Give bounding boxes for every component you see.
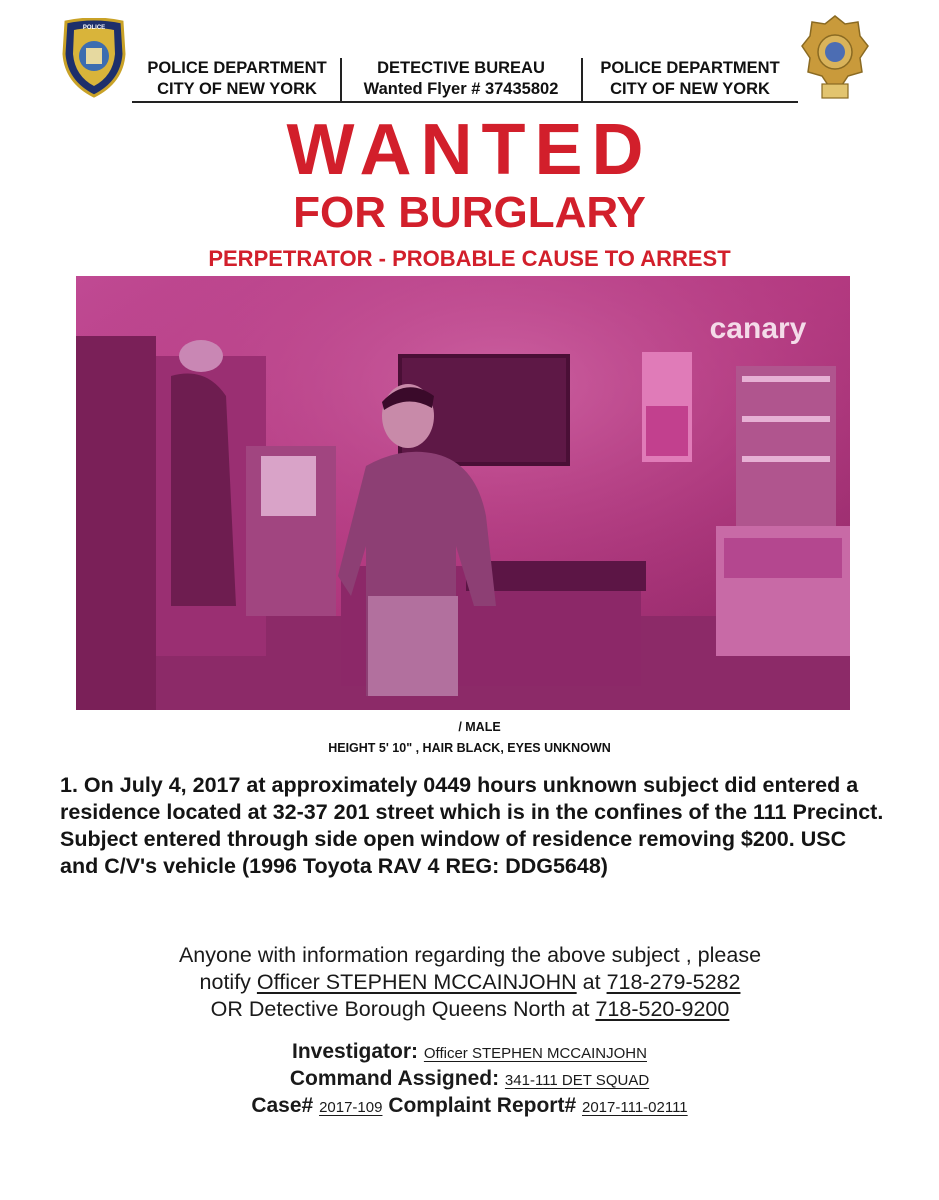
borough-phone: 718-520-9200 — [595, 997, 730, 1021]
header-left-line2: CITY OF NEW YORK — [157, 80, 317, 98]
investigator-label: Investigator: — [292, 1040, 419, 1063]
contact-line-2 — [60, 969, 880, 996]
header-right-line1: POLICE DEPARTMENT — [600, 59, 780, 77]
case-label: Case# — [251, 1094, 314, 1117]
header-divider — [581, 58, 583, 102]
investigator-value: Officer STEPHEN MCCAINJOHN — [423, 1045, 647, 1062]
nypd-patch-icon — [60, 18, 128, 98]
borough-label: OR Detective Borough Queens North at — [210, 997, 590, 1021]
crime-subtitle: FOR BURGLARY — [293, 188, 646, 237]
surveillance-photo — [76, 276, 850, 710]
command-label: Command Assigned: — [289, 1067, 500, 1090]
investigator-row — [0, 1038, 939, 1068]
arrest-status: PERPETRATOR - PROBABLE CAUSE TO ARREST — [208, 246, 731, 271]
contact-line-1: Anyone with information regarding the above subject , please — [178, 943, 762, 967]
detective-badge-icon — [800, 14, 870, 100]
contact-officer: Officer STEPHEN MCCAINJOHN — [256, 970, 577, 994]
incident-narrative: 1. On July 4, 2017 at approximately 0449 hours unknown subject did entered a residence located at 32-37 201 street which is in the confines of the 111 Precinct. Subject entered through side open window of residence removing $200. USC and C/V's vehicle (1996 Toyota RAV 4 REG: DDG5648) — [60, 773, 884, 878]
header-left — [134, 58, 340, 102]
case-row — [0, 1092, 939, 1122]
wanted-title: WANTED — [286, 110, 653, 190]
notify-label: notify — [199, 970, 251, 994]
complaint-value: 2017-111-02111 — [582, 1099, 688, 1116]
photo-watermark: canary — [709, 312, 807, 345]
header-left-line1: POLICE DEPARTMENT — [147, 59, 327, 77]
complaint-label: Complaint Report# — [388, 1094, 577, 1117]
header-center — [342, 58, 580, 102]
header-right-line2: CITY OF NEW YORK — [610, 80, 770, 98]
suspect-description: HEIGHT 5' 10" , HAIR BLACK, EYES UNKNOWN — [328, 741, 611, 755]
contact-line-3 — [60, 996, 880, 1023]
officer-phone: 718-279-5282 — [606, 970, 741, 994]
case-value: 2017-109 — [319, 1099, 383, 1116]
svg-text:POLICE: POLICE — [82, 25, 106, 31]
header-right — [584, 58, 796, 102]
command-value: 341-111 DET SQUAD — [504, 1072, 650, 1089]
at-label: at — [582, 970, 601, 994]
suspect-sex: / MALE — [458, 720, 501, 734]
header-center-line2: Wanted Flyer # 37435802 — [363, 80, 559, 98]
header-rule — [132, 101, 798, 103]
header-center-line1: DETECTIVE BUREAU — [377, 59, 545, 77]
command-row — [0, 1065, 939, 1095]
